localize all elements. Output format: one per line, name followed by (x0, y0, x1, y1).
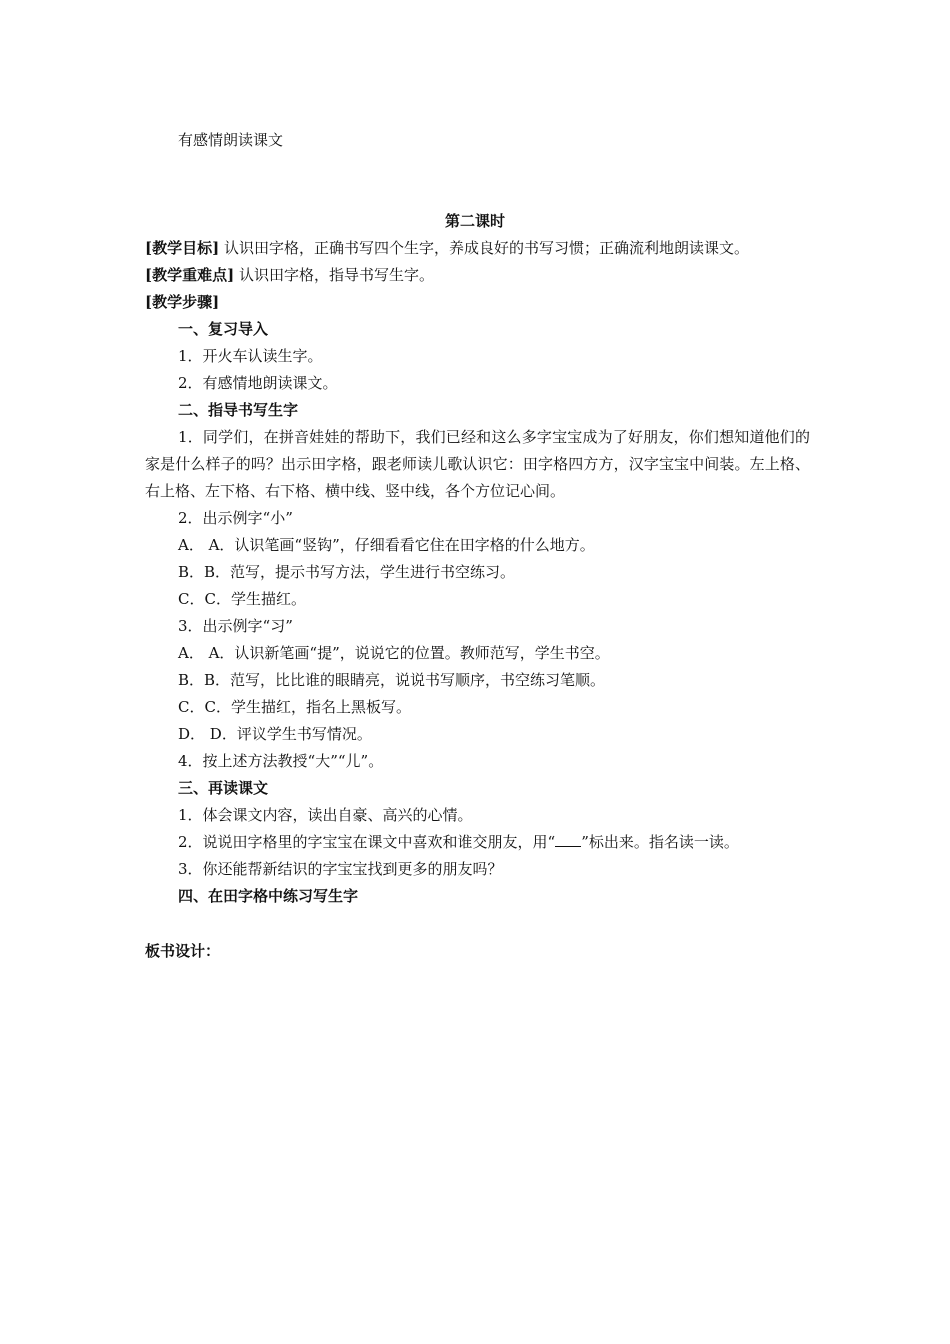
section-1-item-2: 2．有感情地朗读课文。 (178, 374, 338, 392)
section-2-item-3c: C．C．学生描红，指名上黑板写。 (178, 698, 411, 716)
lesson-title: 第二课时 (444, 212, 505, 230)
section-3-item-1: 1．体会课文内容，读出自豪、高兴的心情。 (178, 806, 473, 824)
teaching-key-points (145, 265, 434, 285)
section-4-title: 四、在田字格中练习写生字 (178, 887, 359, 905)
section-1-title: 一、复习导入 (178, 320, 269, 338)
key-points-label: [教学重难点] (145, 266, 235, 284)
teaching-goal-label: [教学目标] (145, 239, 220, 257)
section-2-item-2a: A． A．认识笔画“竖钩”，仔细看看它住在田字格的什么地方。 (178, 536, 595, 554)
section-3-item-2-post: ”标出来。指名读一读。 (581, 833, 739, 851)
section-2-title: 二、指导书写生字 (178, 401, 299, 419)
section-2-item-3a: A． A．认识新笔画“提”，说说它的位置。教师范写，学生书空。 (178, 644, 610, 662)
teaching-steps-label: [教学步骤] (145, 293, 220, 311)
teaching-goal (145, 238, 749, 258)
fill-blank (555, 832, 581, 847)
section-1-item-1: 1．开火车认读生字。 (178, 347, 323, 365)
section-3-item-2-pre: 2．说说田字格里的字宝宝在课文中喜欢和谁交朋友，用“ (178, 833, 556, 851)
key-points-text: 认识田字格，指导书写生字。 (234, 266, 434, 284)
section-2-item-4: 4．按上述方法教授“大”“儿”。 (178, 752, 384, 770)
section-3-item-3: 3．你还能帮新结识的字宝宝找到更多的朋友吗？ (178, 860, 503, 878)
section-3-item-2 (178, 832, 739, 852)
teaching-goal-text: 认识田字格，正确书写四个生字，养成良好的书写习惯；正确流利地朗读课文。 (219, 239, 749, 257)
section-2-item-3: 3．出示例字“习” (178, 617, 293, 635)
section-3-title: 三、再读课文 (178, 779, 269, 797)
section-2-item-3d: D． D．评议学生书写情况。 (178, 725, 372, 743)
section-2-item-2b: B．B．范写，提示书写方法，学生进行书空练习。 (178, 563, 516, 581)
board-design-label: 板书设计： (145, 942, 221, 960)
top-line: 有感情朗读课文 (178, 131, 284, 149)
section-2-item-2c: C．C．学生描红。 (178, 590, 306, 608)
section-2-item-3b: B．B．范写，比比谁的眼睛亮，说说书写顺序，书空练习笔顺。 (178, 671, 606, 689)
section-2-item-1: 1．同学们，在拼音娃娃的帮助下，我们已经和这么多字宝宝成为了好朋友，你们想知道他们的家是什么样子的吗？出示田字格，跟老师读儿歌认识它：田字格四方方，汉字宝宝中间装。左上格、右上格、左下格、右下格、横中线、竖中线，各个方位记心间。 (145, 428, 810, 500)
section-2-item-2: 2．出示例字“小” (178, 509, 293, 527)
